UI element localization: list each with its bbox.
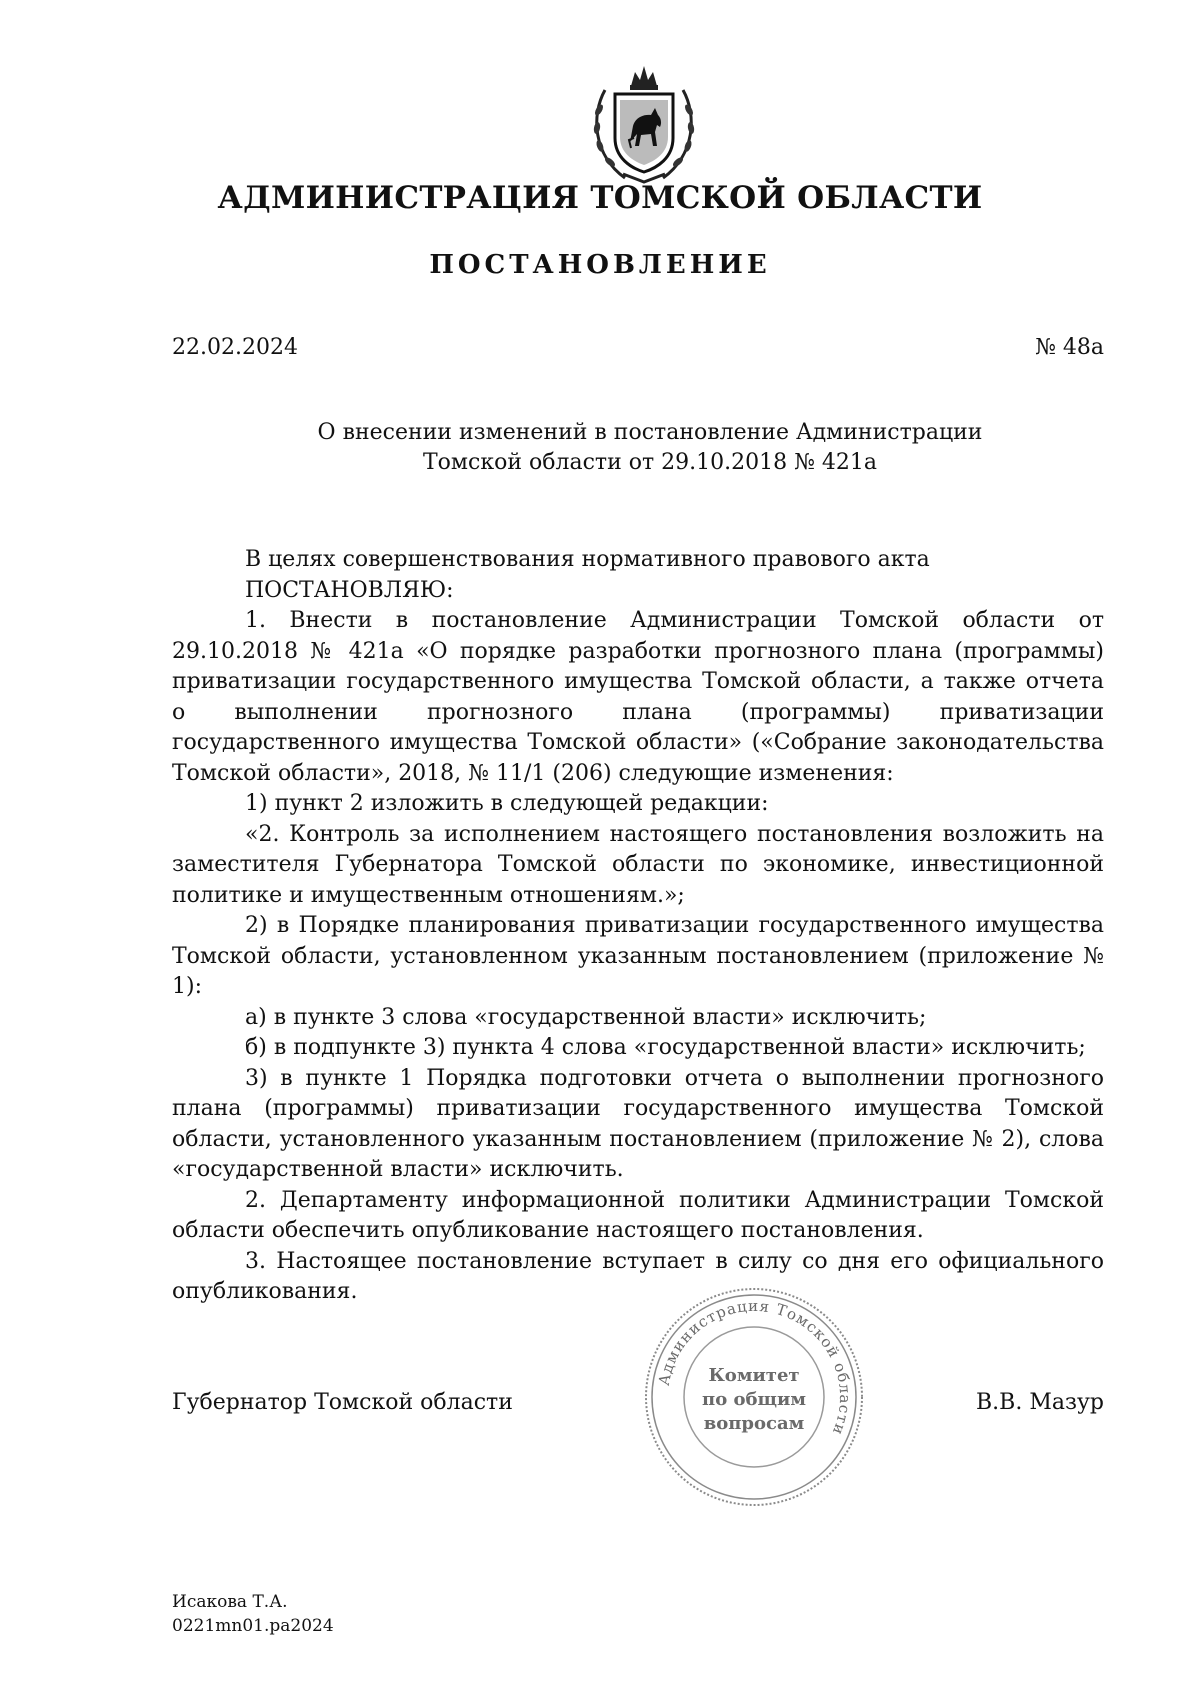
signatory-position: Губернатор Томской области [172,1390,513,1415]
paragraph-1: 1. Внести в постановление Администрации Томской области от 29.10.2018 № 421а «О порядке разработки прогнозного плана (программы) приватизации государственного имущества Томской области, а также отчета о выполнении прогнозного плана (программы) приватизации государственного имущества Томской области» («Собрание законодательства Томской области», 2018, № 11/1 (206) следующие изменения: [172,608,1104,786]
executor-block [172,1590,334,1638]
executor-name: Исакова Т.А. [172,1592,288,1612]
subparagraph-1-2-b: б) в подпункте 3) пункта 4 слова «государственной власти» исключить; [245,1035,1086,1060]
subparagraph-1-1: 1) пункт 2 изложить в следующей редакции: [245,791,769,816]
subject-line-2: Томской области от 29.10.2018 № 421а [422,450,878,475]
paragraph-3: 3. Настоящее постановление вступает в силу со дня его официального опубликования. [172,1248,1104,1304]
tomsk-coat-of-arms-icon [585,60,703,188]
subparagraph-1-2: 2) в Порядке планирования приватизации государственного имущества Томской области, установленном указанным постановлением (приложение № 1): [172,913,1104,999]
subparagraph-1-1-quote: «2. Контроль за исполнением настоящего постановления возложить на заместителя Губернатора Томской области по экономике, инвестиционной политике и имущественным отношениям.»; [172,821,1104,908]
document-number: № 48а [1035,335,1104,360]
document-subject [200,418,1100,478]
document-body [172,545,1104,1308]
subparagraph-1-3: 3) в пункте 1 Порядка подготовки отчета о выполнении прогнозного плана (программы) приватизации государственного имущества Томской области, установленного указанным постановлением (приложение № 2), слова «государственной власти» исключить. [172,1065,1104,1182]
seal-center-line-3: вопросам [703,1413,805,1434]
organization-title: АДМИНИСТРАЦИЯ ТОМСКОЙ ОБЛАСТИ [217,180,983,216]
decree-word: ПОСТАНОВЛЯЮ: [245,577,454,603]
executor-code: 0221mn01.pa2024 [172,1616,334,1636]
official-seal-icon [642,1285,866,1509]
subject-line-1: О внесении изменений в постановление Администрации [317,420,983,445]
subparagraph-1-2-a: а) в пункте 3 слова «государственной власти» исключить; [245,1004,927,1030]
signatory-name: В.В. Мазур [976,1390,1104,1415]
intro-paragraph: В целях совершенствования нормативного правового акта [245,547,930,572]
paragraph-2: 2. Департаменту информационной политики Администрации Томской области обеспечить опубликование настоящего постановления. [172,1187,1104,1243]
seal-center-line-1: Комитет [708,1365,800,1386]
seal-center-line-2: по общим [702,1389,806,1410]
document-type-title: ПОСТАНОВЛЕНИЕ [429,250,771,280]
seal-ring-text: Администрация Томской области [654,1296,855,1439]
document-date: 22.02.2024 [172,335,298,360]
